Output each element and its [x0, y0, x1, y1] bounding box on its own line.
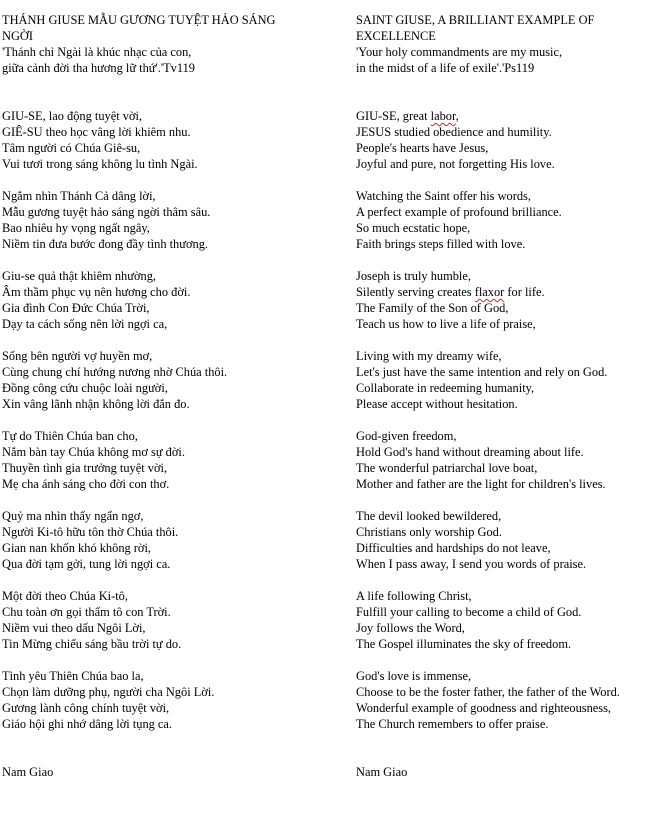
stanza [356, 188, 662, 252]
verse-line: Collaborate in redeeming humanity, [356, 381, 535, 395]
verse-line: Gương lành công chính tuyệt vời, [2, 701, 170, 715]
verse-line: The devil looked bewildered, [356, 509, 502, 523]
verse-line: Dạy ta cách sống nên lời ngợi ca, [2, 317, 168, 331]
epigraph-line: giữa cảnh đời tha hương lữ thứ'.'Tv119 [2, 61, 195, 75]
stanza-list [356, 108, 662, 732]
verse-line: Christians only worship God. [356, 525, 502, 539]
epigraph-line: 'Thánh chỉ Ngài là khúc nhạc của con, [2, 45, 192, 59]
verse-line: Tin Mừng chiếu sáng bầu trời tự do. [2, 637, 182, 651]
title-line: EXCELLENCE [356, 29, 436, 43]
verse-line: Gia đình Con Đức Chúa Trời, [2, 301, 150, 315]
verse-line: Choose to be the foster father, the father of the Word. [356, 685, 620, 699]
verse-line: Niềm tin đưa bước đong đầy tình thương. [2, 237, 209, 251]
verse-line: Mẹ cha ánh sáng cho đời con thơ. [2, 477, 170, 491]
verse-line: Wonderful example of goodness and righteousness, [356, 701, 612, 715]
verse-line: Chu toàn ơn gọi thẩm tô con Trời. [2, 605, 171, 619]
title-line: SAINT GIUSE, A BRILLIANT EXAMPLE OF [356, 13, 595, 27]
stanza [356, 268, 662, 332]
verse-line: Vui tươi trong sáng không lu tình Ngài. [2, 157, 198, 171]
verse-line: The Church remembers to offer praise. [356, 717, 549, 731]
verse-line: Fulfill your calling to become a child of God. [356, 605, 582, 619]
stanza [356, 428, 662, 492]
verse-line: Âm thầm phục vụ nên hương cho đời. [2, 285, 191, 299]
verse-line: GIU-SE, lao động tuyệt vời, [2, 109, 143, 123]
verse-line: Let's just have the same intention and rely on God. [356, 365, 608, 379]
stanza [356, 348, 662, 412]
verse-line: Qua đời tạm gởi, tung lời ngợi ca. [2, 557, 171, 571]
verse-line: Tình yêu Thiên Chúa bao la, [2, 669, 144, 683]
verse-line: Một đời theo Chúa Ki-tô, [2, 589, 128, 603]
stanza [356, 668, 662, 732]
verse-line: So much ecstatic hope, [356, 221, 471, 235]
poem-title [2, 12, 342, 44]
author-name: Nam Giao [2, 765, 54, 779]
verse-line: Người Ki-tô hữu tôn thờ Chúa thôi. [2, 525, 179, 539]
verse-line: Joyful and pure, not forgetting His love. [356, 157, 555, 171]
verse-line: Cùng chung chí hướng nương nhờ Chúa thôi. [2, 365, 228, 379]
verse-line: Bao nhiêu hy vọng ngất ngây, [2, 221, 150, 235]
epigraph [2, 44, 342, 76]
verse-line: Chọn làm dưỡng phụ, người cha Ngôi Lời. [2, 685, 215, 699]
stanza [2, 588, 342, 652]
verse-line: Giáo hội ghi nhớ dâng lời tụng ca. [2, 717, 173, 731]
verse-line: Thuyền tình gia trưởng tuyệt vời, [2, 461, 168, 475]
stanza [2, 508, 342, 572]
verse-line: Silently serving creates flaxor for life. [356, 285, 545, 299]
stanza [2, 348, 342, 412]
stanza-list [2, 108, 342, 732]
verse-line: Tâm người có Chúa Giê-su, [2, 141, 141, 155]
verse-line: Nắm bàn tay Chúa không mơ sự đời. [2, 445, 185, 459]
stanza [2, 668, 342, 732]
verse-line: People's hearts have Jesus, [356, 141, 489, 155]
verse-line: Tự do Thiên Chúa ban cho, [2, 429, 138, 443]
epigraph-line: 'Your holy commandments are my music, [356, 45, 563, 59]
verse-line: The Family of the Son of God, [356, 301, 509, 315]
stanza [356, 508, 662, 572]
title-line: THÁNH GIUSE MẪU GƯƠNG TUYỆT HẢO SÁNG [2, 13, 276, 27]
vietnamese-poem-column [2, 12, 342, 780]
stanza [2, 268, 342, 332]
english-poem-column [356, 12, 662, 780]
verse-line: A perfect example of profound brilliance. [356, 205, 562, 219]
epigraph [356, 44, 662, 76]
verse-line: Difficulties and hardships do not leave, [356, 541, 551, 555]
author-name: Nam Giao [356, 765, 408, 779]
verse-line: Ngắm nhìn Thánh Cả dâng lời, [2, 189, 156, 203]
verse-line: Hold God's hand without dreaming about life. [356, 445, 584, 459]
verse-line: Giu-se quả thật khiêm nhường, [2, 269, 157, 283]
verse-line: When I pass away, I send you words of praise. [356, 557, 587, 571]
verse-line: Gian nan khốn khó không rời, [2, 541, 152, 555]
verse-line: Teach us how to live a life of praise, [356, 317, 536, 331]
verse-line: Watching the Saint offer his words, [356, 189, 531, 203]
verse-line: Niềm vui theo dấu Ngôi Lời, [2, 621, 146, 635]
verse-line: Quỷ ma nhìn thấy ngẩn ngơ, [2, 509, 144, 523]
verse-line: Please accept without hesitation. [356, 397, 518, 411]
verse-line: GIÊ-SU theo học vâng lời khiêm nhu. [2, 125, 191, 139]
verse-line: The Gospel illuminates the sky of freedom. [356, 637, 572, 651]
verse-line: Joy follows the Word, [356, 621, 465, 635]
stanza [356, 588, 662, 652]
verse-line: Mẫu gương tuyệt hảo sáng ngời thâm sâu. [2, 205, 211, 219]
verse-line: Joseph is truly humble, [356, 269, 471, 283]
stanza [2, 428, 342, 492]
verse-line: Mother and father are the light for children's lives. [356, 477, 606, 491]
title-line: NGỜI [2, 29, 33, 43]
verse-line: Xin vâng lãnh nhận không lời đắn đo. [2, 397, 190, 411]
verse-line: Faith brings steps filled with love. [356, 237, 526, 251]
epigraph-line: in the midst of a life of exile'.'Ps119 [356, 61, 535, 75]
verse-line: JESUS studied obedience and humility. [356, 125, 552, 139]
stanza [2, 108, 342, 172]
poem-title [356, 12, 662, 44]
verse-line: God's love is immense, [356, 669, 472, 683]
stanza [2, 188, 342, 252]
verse-line: Sống bên người vợ huyền mơ, [2, 349, 153, 363]
stanza [356, 108, 662, 172]
verse-line: Đồng công cứu chuộc loài người, [2, 381, 168, 395]
verse-line: A life following Christ, [356, 589, 472, 603]
verse-line: GIU-SE, great labor, [356, 109, 459, 123]
verse-line: The wonderful patriarchal love boat, [356, 461, 538, 475]
verse-line: Living with my dreamy wife, [356, 349, 502, 363]
verse-line: God-given freedom, [356, 429, 457, 443]
